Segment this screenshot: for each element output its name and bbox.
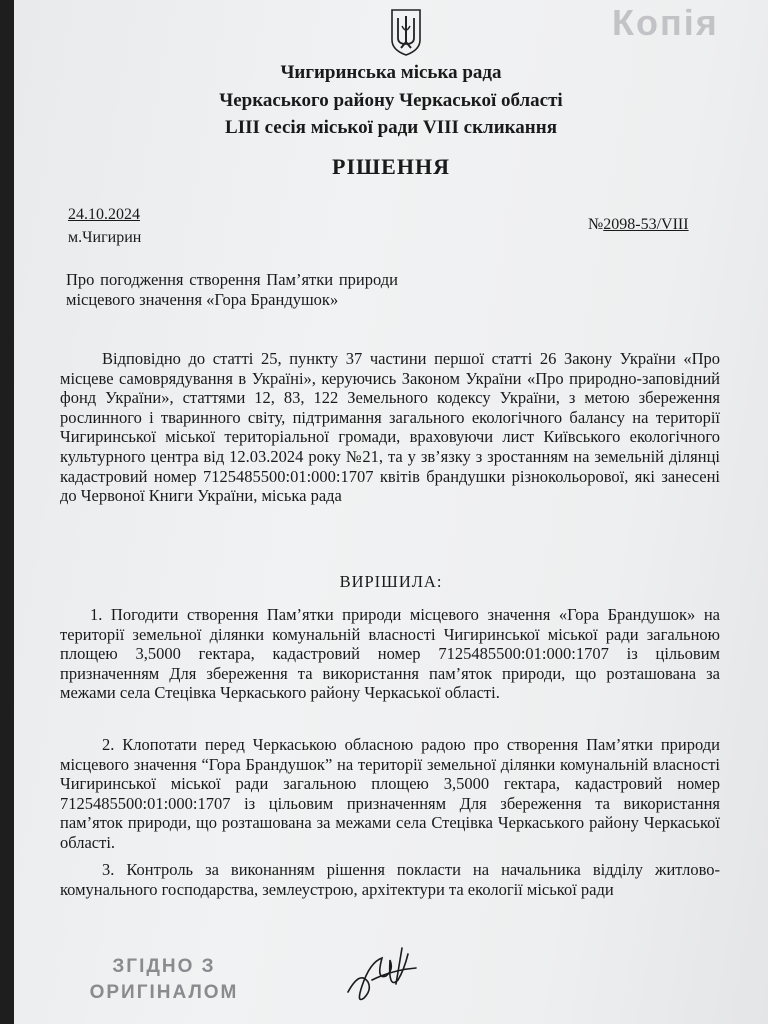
document-page bbox=[14, 0, 768, 1024]
copy-watermark: Копія bbox=[612, 2, 719, 43]
decision-subject: Про погодження створення Пам’ятки природи місцевого значення «Гора Брандушок» bbox=[66, 270, 398, 309]
signature-icon bbox=[342, 940, 422, 1010]
session-name: LIII сесія міської ради VIII скликання bbox=[225, 117, 557, 138]
preamble-paragraph: Відповідно до статті 25, пункту 37 частини першої статті 26 Закону України «Про місцеве самоврядування в Україні», керуючись Законом України «Про природно-заповідний фонд України», статтями 12, 83, 122 Земельного кодексу України, з метою збереження рослинного і тваринного світу, підтримання загального екологічного балансу на території Чигиринської міської територіальної громади, враховуючи лист Київського екологічного культурного центра від 12.03.2024 року №21, та у зв’язку з зростанням на земельній ділянці кадастровий номер 7125485500:01:000:1707 квітів брандушки різнокольорової, які занесені до Червоної Книги України, міська рада bbox=[60, 349, 720, 506]
number-value: 2098-53/VIII bbox=[603, 216, 689, 233]
stamp-line-2: ОРИГІНАЛОМ bbox=[89, 982, 239, 1003]
council-name: Чигиринська міська рада bbox=[280, 62, 502, 83]
document-title: РІШЕННЯ bbox=[332, 154, 450, 179]
decision-city: м.Чигирин bbox=[68, 229, 142, 246]
decision-number bbox=[588, 216, 689, 234]
coat-of-arms-trident-icon bbox=[390, 8, 422, 56]
council-region: Черкаського району Черкаської області bbox=[219, 90, 563, 111]
resolution-item-2: 2. Клопотати перед Черкаською обласною радою про створення Пам’ятки природи місцевого значення “Гора Брандушок” на території земельної ділянки комунальній власності Чигиринської міської ради загальною площею 3,5000 гектара, кадастровий номер 7125485500:01:000:1707 із цільовим призначенням Для збереження та використання пам’яток природи, що розташована за межами села Стецівка Черкаського району Черкаської області. bbox=[60, 735, 720, 852]
resolved-heading: ВИРІШИЛА: bbox=[339, 572, 443, 591]
number-prefix: № bbox=[588, 216, 604, 233]
resolution-item-3: 3. Контроль за виконанням рішення покласти на начальника відділу житлово-комунального господарства, землеустрою, архітектури та екології міської ради bbox=[60, 860, 720, 899]
resolution-item-1: 1. Погодити створення Пам’ятки природи місцевого значення «Гора Брандушок» на території земельної ділянки комунальній власності Чигиринської міської ради загальною площею 3,5000 гектара, кадастровий номер 7125485500:01:000:1707 із цільовим призначенням Для збереження та використання пам’яток природи, що розташована за межами села Стецівка Черкаського району Черкаської області. bbox=[60, 605, 720, 703]
decision-date: 24.10.2024 bbox=[68, 206, 140, 223]
stamp-line-1: ЗГІДНО З bbox=[112, 956, 216, 977]
